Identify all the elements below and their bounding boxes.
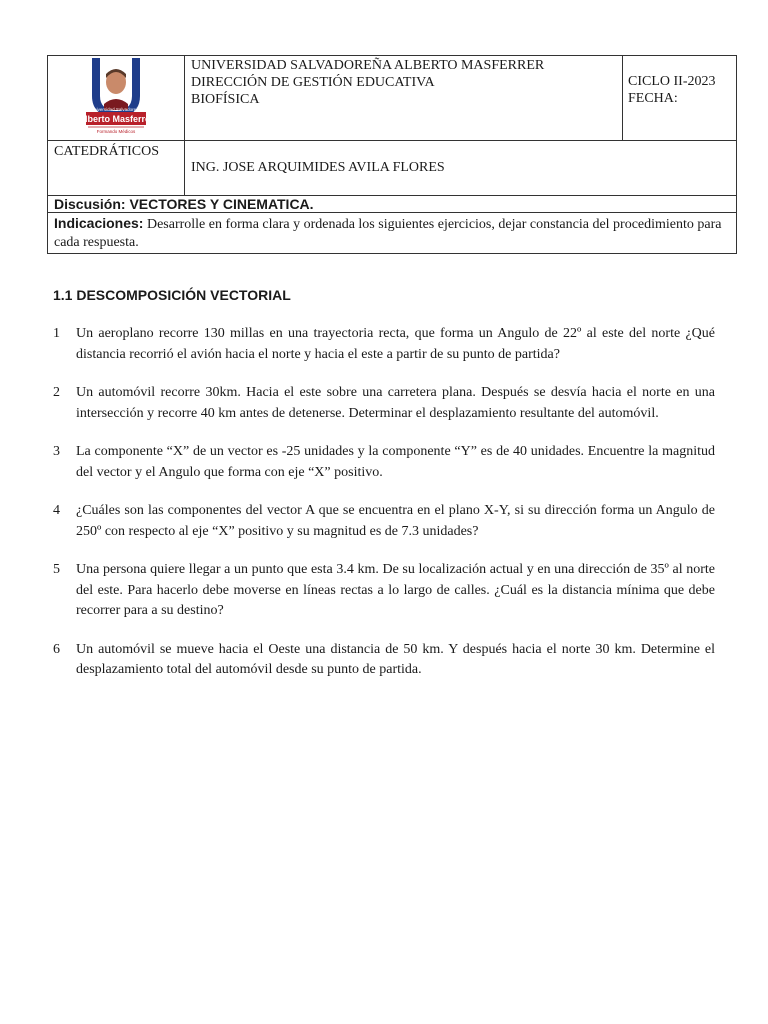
seal-line-main: Alberto Masferrer [78,114,154,124]
exercise-number: 2 [53,385,60,400]
discusion-title: Discusión: VECTORES Y CINEMATICA. [54,196,314,212]
exercise-number: 4 [53,503,60,518]
indicaciones-text: Desarrolle en forma clara y ordenada los siguientes ejercicios, dejar constancia del procedimiento para cada respuesta. [54,217,722,250]
exercise-text: La componente “X” de un vector es -25 unidades y la componente “Y” es de 40 unidades. Encuentre la magnitud del vector y el Angulo que forma con eje “X” positivo. [76,444,715,480]
professor-cell [185,141,737,196]
exercise-item [53,560,715,622]
exercise-item [53,383,715,424]
university-seal-icon [76,56,156,136]
exercise-item [53,442,715,483]
logo-cell [48,56,185,141]
exercise-number: 5 [53,562,60,577]
exercise-text: Un automóvil se mueve hacia el Oeste una distancia de 50 km. Y después hacia el norte 30 km. Determine el desplazamiento total del automóvil desde su punto de partida. [76,641,715,677]
seal-line-bottom: Formando Médicos [96,129,136,134]
catedraticos-cell [48,141,185,196]
exercise-text: Un automóvil recorre 30km. Hacia el este sobre una carretera plana. Después se desvía hacia el norte en una intersección y recorre 40 km antes de detenerse. Determinar el desplazamiento resultante del automóvil. [76,385,715,421]
exercise-item [53,640,715,681]
exercise-number: 3 [53,444,60,459]
institution-cell [185,56,623,141]
ciclo-cell [623,56,737,141]
indicaciones-cell [48,213,737,254]
exercise-item [53,501,715,542]
seal-line-top: Universidad Salvadoreña [90,107,142,112]
ciclo-label: CICLO II-2023 [628,74,716,89]
exercise-text: Un aeroplano recorre 130 millas en una trayectoria recta, que forma un Angulo de 22º al este del norte ¿Qué distancia recorrió el avión hacia el norte y hacia el este a partir de su punto de partida? [76,326,715,362]
catedraticos-label: CATEDRÁTICOS [54,144,160,159]
indicaciones-label: Indicaciones: [54,215,144,231]
course-name: BIOFÍSICA [191,92,260,107]
exercise-text: ¿Cuáles son las componentes del vector A que se encuentra en el plano X-Y, si su dirección forma un Angulo de 250º con respecto al eje “X” positivo y su magnitud es de 7.3 unidades? [76,503,715,539]
fecha-label: FECHA: [628,91,678,106]
section-title: 1.1 DESCOMPOSICIÓN VECTORIAL [53,287,291,303]
exercise-list [53,324,715,699]
discusion-cell [48,196,737,213]
header-table [47,55,737,254]
exercise-number: 6 [53,641,60,657]
exercise-number: 1 [53,326,60,341]
exercise-text: Una persona quiere llegar a un punto que esta 3.4 km. De su localización actual y en una dirección de 35º al norte del este. Para hacerlo debe moverse en líneas rectas a lo largo de calles. ¿Cuál es la distancia mínima que debe recorrer para a su destino? [76,562,715,618]
institution-name: UNIVERSIDAD SALVADOREÑA ALBERTO MASFERRER [191,58,545,73]
exercise-item [53,324,715,365]
institution-department: DIRECCIÓN DE GESTIÓN EDUCATIVA [191,75,435,90]
professor-name: ING. JOSE ARQUIMIDES AVILA FLORES [191,160,445,175]
